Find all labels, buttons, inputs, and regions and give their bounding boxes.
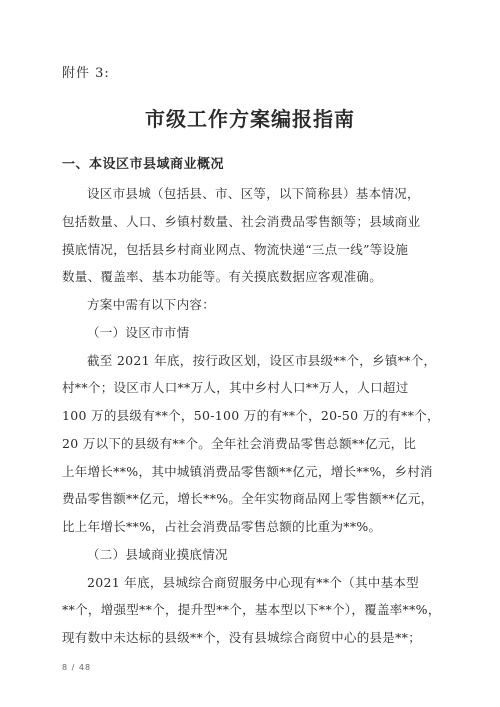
paragraph-line: 数量、覆盖率、基本功能等。有关摸底数据应客观准确。 xyxy=(62,269,383,284)
section-heading: 一、本设区市县域商业概况 xyxy=(62,157,225,172)
subsection-heading: （二）县域商业摸底情况 xyxy=(87,547,228,562)
paragraph-line: 截至 2021 年底，按行政区划，设区市县级**个，乡镇**个， xyxy=(87,353,437,368)
paragraph-line: 摸底情况，包括县乡村商业网点、物流快递“三点一线”等设施 xyxy=(62,242,409,257)
paragraph-line: 包括数量、人口、乡镇村数量、社会消费品零售额等；县域商业 xyxy=(62,214,421,229)
paragraph-line: 100 万的县级有**个，50-100 万的有**个，20-50 万的有**个， xyxy=(62,408,440,423)
document-title: 市级工作方案编报指南 xyxy=(145,107,355,131)
paragraph-line: 设区市县城（包括县、市、区等，以下简称县）基本情况， xyxy=(87,186,420,201)
page-number: 8 / 48 xyxy=(62,663,92,672)
paragraph-line: 现有数中未达标的县级**个，没有县城综合商贸中心的县是**； xyxy=(62,630,422,645)
subsection-heading: （一）设区市市情 xyxy=(87,325,190,340)
paragraph-line: **个，增强型**个，提升型**个，基本型以下**个），覆盖率**%， xyxy=(62,602,441,617)
attachment-label: 附件 3: xyxy=(62,66,110,81)
paragraph-line: 上年增长**%，其中城镇消费品零售额**亿元，增长**%，乡村消 xyxy=(62,464,433,479)
paragraph-line: 比上年增长**%，占社会消费品零售总额的比重为**%。 xyxy=(62,519,382,534)
paragraph-line: 村**个；设区市人口**万人，其中乡村人口**万人，人口超过 xyxy=(62,380,409,395)
paragraph-line: 费品零售额**亿元，增长**%。全年实物商品网上零售额**亿元， xyxy=(62,491,434,506)
paragraph-line: 2021 年底，县城综合商贸服务中心现有**个（其中基本型 xyxy=(87,575,419,590)
paragraph-line: 方案中需有以下内容： xyxy=(87,297,216,312)
paragraph-line: 20 万以下的县级有**个。全年社会消费品零售总额**亿元，比 xyxy=(62,436,417,451)
